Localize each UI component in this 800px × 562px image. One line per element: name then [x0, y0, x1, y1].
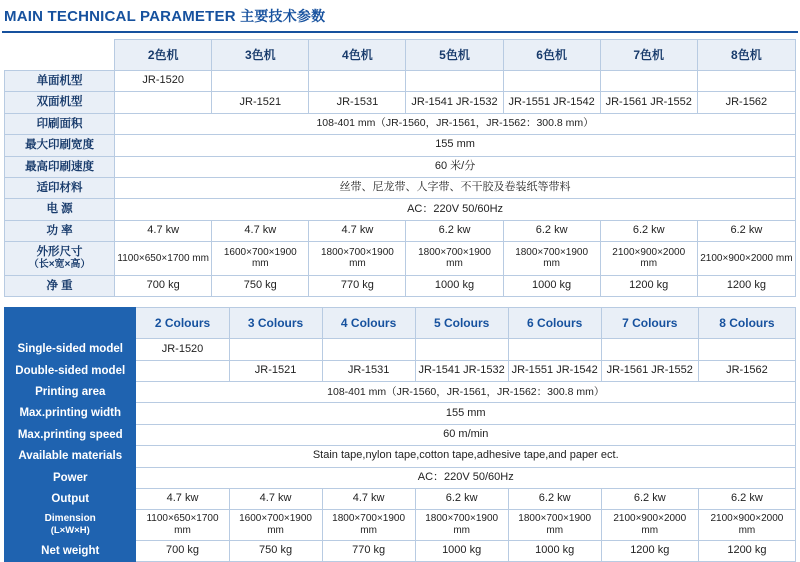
table-cell: 1000 kg	[415, 540, 508, 561]
table-cell: 750 kg	[229, 540, 322, 561]
table-cell-span: 108-401 mm（JR-1560，JR-1561，JR-1562：300.8 mm）	[115, 113, 796, 134]
table-cell: 1200 kg	[600, 275, 697, 296]
table-cell-span: 60 m/min	[136, 424, 796, 445]
table-row	[5, 446, 796, 467]
column-header: 7色机	[600, 40, 697, 71]
table-cell	[136, 360, 229, 381]
table-row	[5, 92, 796, 113]
table-cell-span: 155 mm	[115, 135, 796, 156]
table-cell	[415, 339, 508, 360]
table-cell: 2100×900×2000 mm	[697, 242, 795, 276]
column-header: 3色机	[212, 40, 309, 71]
row-label: 适印材料	[5, 177, 115, 198]
table-cell: 6.2 kw	[600, 220, 697, 241]
column-header: 2色机	[115, 40, 212, 71]
row-label-main: Dimension	[44, 513, 96, 525]
table-cell: 2100×900×2000 mm	[698, 510, 795, 540]
column-header: 2 Colours	[136, 308, 229, 339]
table-cell-span: AC：220V 50/60Hz	[115, 199, 796, 220]
table-cell: 1200 kg	[601, 540, 698, 561]
row-label: Output	[5, 488, 136, 509]
table-cell: 770 kg	[322, 540, 415, 561]
row-label	[5, 510, 136, 540]
table-cell: JR-1551 JR-1542	[508, 360, 601, 381]
table-cell	[115, 92, 212, 113]
table-row	[5, 467, 796, 488]
table-cell: 700 kg	[136, 540, 229, 561]
table-cell	[698, 339, 795, 360]
table-cell-span: 108-401 mm（JR-1560，JR-1561，JR-1562：300.8 mm）	[136, 382, 796, 403]
table-cell: 700 kg	[115, 275, 212, 296]
page-title-cn: 主要技术参数	[240, 8, 326, 24]
table-cell: JR-1521	[229, 360, 322, 381]
table-cell: 6.2 kw	[415, 488, 508, 509]
table-cell	[600, 71, 697, 92]
table-row	[5, 71, 796, 92]
row-label-sub: (L×W×H)	[50, 525, 90, 537]
spec-table-english	[4, 307, 796, 562]
table-cell	[212, 71, 309, 92]
page-title	[0, 0, 800, 30]
title-divider	[2, 31, 798, 33]
table-cell-span: 155 mm	[136, 403, 796, 424]
table-cell-span: Stain tape,nylon tape,cotton tape,adhesive tape,and paper ect.	[136, 446, 796, 467]
table-cell	[322, 339, 415, 360]
table-row	[5, 488, 796, 509]
table-cell: JR-1541 JR-1532	[415, 360, 508, 381]
table-cell: JR-1520	[136, 339, 229, 360]
table-row	[5, 242, 796, 276]
table-row	[5, 199, 796, 220]
table-cell-span: AC：220V 50/60Hz	[136, 467, 796, 488]
table-cell	[601, 339, 698, 360]
table-cell: 6.2 kw	[697, 220, 795, 241]
column-header: 7 Colours	[601, 308, 698, 339]
table-cell: 1000 kg	[406, 275, 503, 296]
row-label: Available materials	[5, 446, 136, 467]
table-cell: 6.2 kw	[406, 220, 503, 241]
row-label: 最大印刷宽度	[5, 135, 115, 156]
table-cell: 1800×700×1900 mm	[415, 510, 508, 540]
table-row	[5, 156, 796, 177]
table-cell	[309, 71, 406, 92]
row-label-main: 外形尺寸	[36, 246, 83, 258]
table-cell: 2100×900×2000 mm	[601, 510, 698, 540]
row-label: 双面机型	[5, 92, 115, 113]
table-cell: 6.2 kw	[601, 488, 698, 509]
table-cell: JR-1531	[322, 360, 415, 381]
table-row	[5, 113, 796, 134]
table-cell-span: 丝带、尼龙带、人字带、不干胶及卷装纸等带料	[115, 177, 796, 198]
column-header: 6色机	[503, 40, 600, 71]
column-header: 8色机	[697, 40, 795, 71]
table-cell: JR-1561 JR-1552	[600, 92, 697, 113]
table-cell: 1800×700×1900 mm	[503, 242, 600, 276]
table-header-row	[5, 308, 796, 339]
table-row	[5, 360, 796, 381]
table-row	[5, 403, 796, 424]
row-label: 功 率	[5, 220, 115, 241]
table-cell: 4.7 kw	[115, 220, 212, 241]
table-cell: 1800×700×1900 mm	[406, 242, 503, 276]
table-cell: 1100×650×1700 mm	[136, 510, 229, 540]
column-header: 5色机	[406, 40, 503, 71]
table-row	[5, 275, 796, 296]
column-header: 6 Colours	[508, 308, 601, 339]
table-row	[5, 540, 796, 561]
table-corner-cell	[5, 40, 115, 71]
table-cell	[697, 71, 795, 92]
table-cell: JR-1531	[309, 92, 406, 113]
table-cell: 6.2 kw	[503, 220, 600, 241]
row-label: 单面机型	[5, 71, 115, 92]
table-cell: 1600×700×1900 mm	[212, 242, 309, 276]
table-cell: JR-1561 JR-1552	[601, 360, 698, 381]
row-label	[5, 242, 115, 276]
column-header: 8 Colours	[698, 308, 795, 339]
table-cell-span: 60 米/分	[115, 156, 796, 177]
table-cell: JR-1551 JR-1542	[503, 92, 600, 113]
table-row	[5, 510, 796, 540]
column-header: 5 Colours	[415, 308, 508, 339]
table-header-row	[5, 40, 796, 71]
row-label: 电 源	[5, 199, 115, 220]
table-cell	[508, 339, 601, 360]
table-row	[5, 382, 796, 403]
row-label: Net weight	[5, 540, 136, 561]
table-cell: 4.7 kw	[309, 220, 406, 241]
table-cell: JR-1520	[115, 71, 212, 92]
row-label-sub: （长×宽×高）	[28, 259, 91, 271]
row-label: 印刷面积	[5, 113, 115, 134]
row-label: Printing area	[5, 382, 136, 403]
table-cell: 750 kg	[212, 275, 309, 296]
table-cell: 4.7 kw	[212, 220, 309, 241]
table-cell: 6.2 kw	[508, 488, 601, 509]
row-label: Max.printing speed	[5, 424, 136, 445]
row-label: Single-sided model	[5, 339, 136, 360]
table-cell: JR-1541 JR-1532	[406, 92, 503, 113]
row-label: Double-sided model	[5, 360, 136, 381]
table-cell: 4.7 kw	[229, 488, 322, 509]
table-cell: 1100×650×1700 mm	[115, 242, 212, 276]
table-cell: 1800×700×1900 mm	[508, 510, 601, 540]
table-corner-cell	[5, 308, 136, 339]
table-row	[5, 220, 796, 241]
column-header: 4色机	[309, 40, 406, 71]
table-cell: JR-1562	[697, 92, 795, 113]
spec-table-chinese	[4, 39, 796, 297]
table-row	[5, 177, 796, 198]
table-cell	[229, 339, 322, 360]
row-label: Power	[5, 467, 136, 488]
page-title-en: MAIN TECHNICAL PARAMETER	[4, 8, 236, 25]
table-cell: 2100×900×2000 mm	[600, 242, 697, 276]
table-cell: 4.7 kw	[136, 488, 229, 509]
table-cell: 1200 kg	[697, 275, 795, 296]
table-cell	[503, 71, 600, 92]
table-cell: 6.2 kw	[698, 488, 795, 509]
table-cell: 1200 kg	[698, 540, 795, 561]
row-label: 最高印刷速度	[5, 156, 115, 177]
table-cell: 1800×700×1900 mm	[309, 242, 406, 276]
table-row	[5, 135, 796, 156]
row-label: Max.printing width	[5, 403, 136, 424]
column-header: 4 Colours	[322, 308, 415, 339]
row-label: 净 重	[5, 275, 115, 296]
table-cell: 770 kg	[309, 275, 406, 296]
table-cell: JR-1562	[698, 360, 795, 381]
table-cell: JR-1521	[212, 92, 309, 113]
table-cell: 1000 kg	[508, 540, 601, 561]
table-cell	[406, 71, 503, 92]
table-cell: 1000 kg	[503, 275, 600, 296]
table-row	[5, 339, 796, 360]
table-cell: 1600×700×1900 mm	[229, 510, 322, 540]
table-row	[5, 424, 796, 445]
table-cell: 4.7 kw	[322, 488, 415, 509]
table-cell: 1800×700×1900 mm	[322, 510, 415, 540]
column-header: 3 Colours	[229, 308, 322, 339]
